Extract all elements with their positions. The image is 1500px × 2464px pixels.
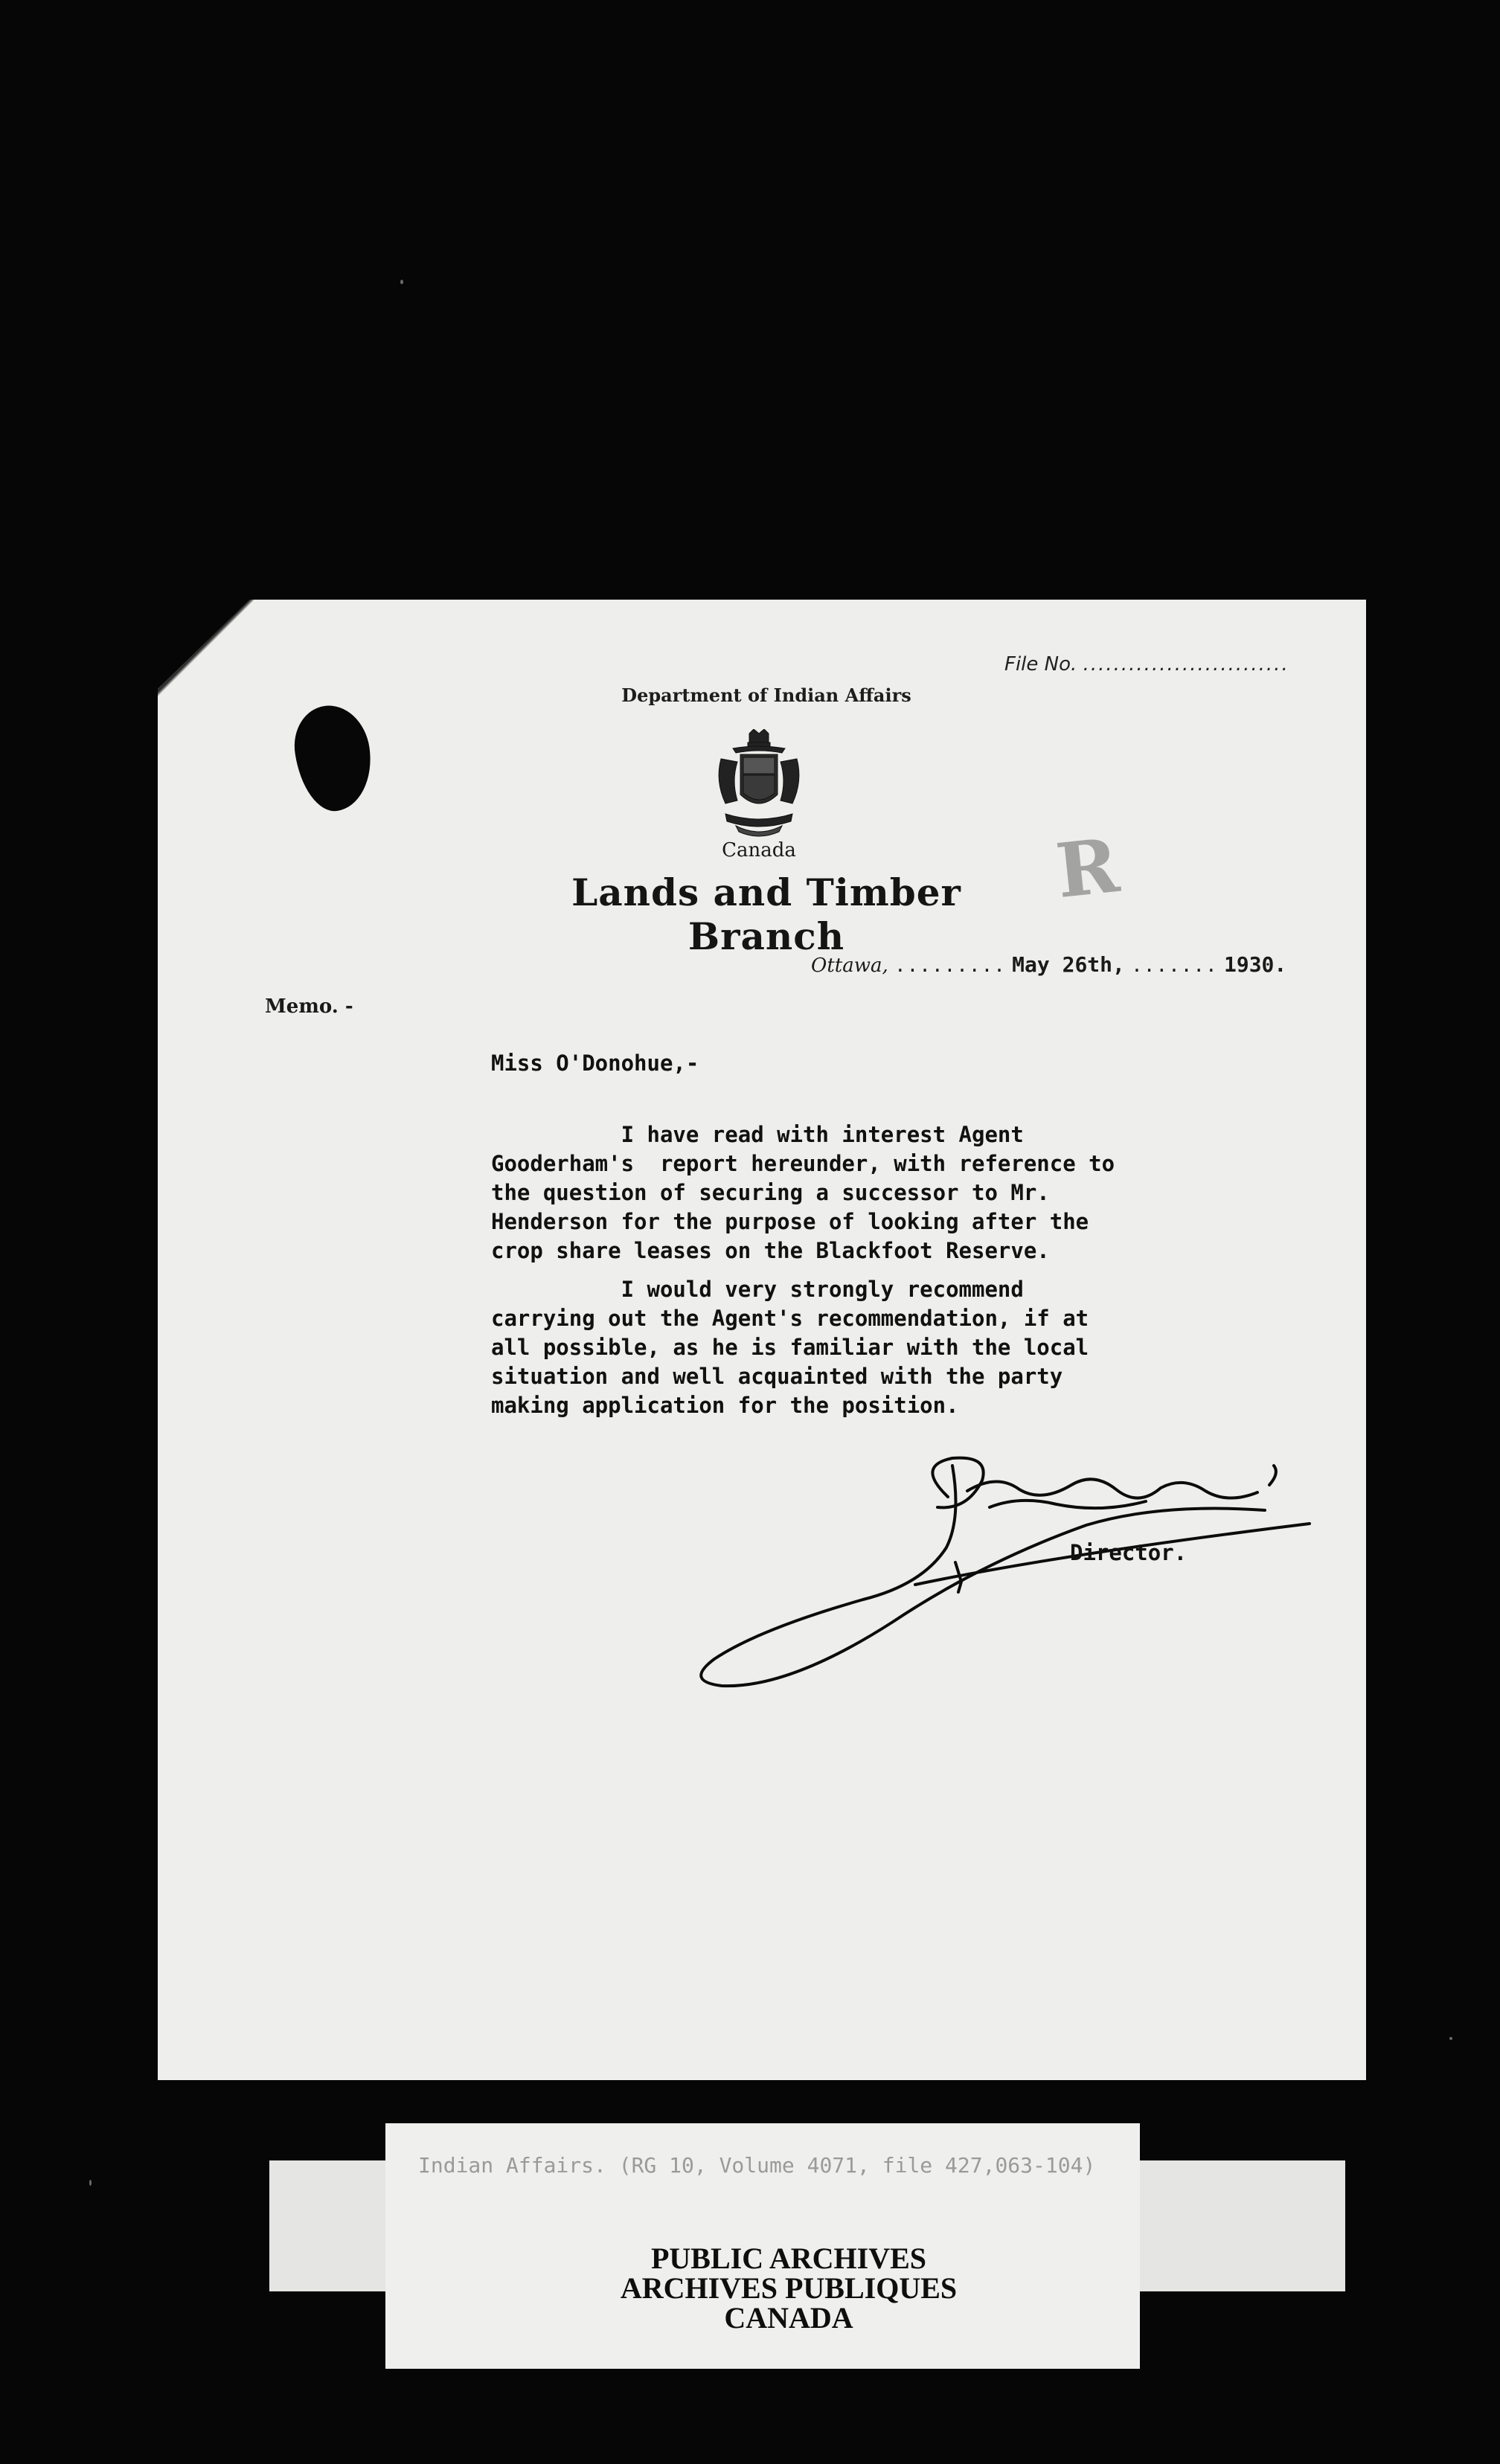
archive-stamp-line-1: PUBLIC ARCHIVES <box>650 2242 927 2275</box>
dust-speck <box>1449 2037 1452 2040</box>
signoff-title: Director. <box>1070 1540 1188 1565</box>
archive-stamp-line-2: ARCHIVES PUBLIQUES <box>620 2271 958 2305</box>
body-paragraph-2: I would very strongly recommend carrying out the Agent's recommendation, if at all possible, as he is familiar with the local situation and well acquainted with the party making application for the position. <box>491 1277 1089 1418</box>
dateline <box>811 952 1286 977</box>
handwritten-signature <box>670 1436 1317 1689</box>
branch-title: Lands and Timber Branch <box>571 870 961 958</box>
body-paragraph-1: I have read with interest Agent Gooderham's report hereunder, with reference to the question of securing a successor to Mr. Henderson for the purpose of looking after the crop share leases on the Blackfoot Reserve. <box>491 1122 1115 1263</box>
dust-speck <box>89 2180 92 2186</box>
archive-citation: Indian Affairs. (RG 10, Volume 4071, file 427,063-104) <box>418 2153 1096 2178</box>
file-number-blank: ........................... <box>1083 653 1289 676</box>
salutation: Miss O'Donohue,- <box>491 1050 699 1076</box>
department-name: Department of Indian Affairs <box>621 684 911 706</box>
file-number-field <box>1004 653 1289 676</box>
dateline-dots-1: ......... <box>894 955 1006 977</box>
file-number-label: File No. <box>1004 653 1077 676</box>
dateline-date: May 26th, <box>1012 952 1125 977</box>
archive-stamp-line-3: CANADA <box>724 2301 853 2335</box>
country-name: Canada <box>722 839 796 862</box>
coat-of-arms-icon <box>711 729 807 841</box>
dateline-dots-2: ....... <box>1131 955 1218 977</box>
memo-label: Memo. - <box>265 995 353 1018</box>
dust-speck <box>400 280 403 284</box>
received-stamp: R <box>1052 821 1124 916</box>
dateline-place: Ottawa, <box>811 955 888 977</box>
archive-stamp <box>521 2244 1057 2333</box>
dateline-year: 1930. <box>1223 952 1287 977</box>
